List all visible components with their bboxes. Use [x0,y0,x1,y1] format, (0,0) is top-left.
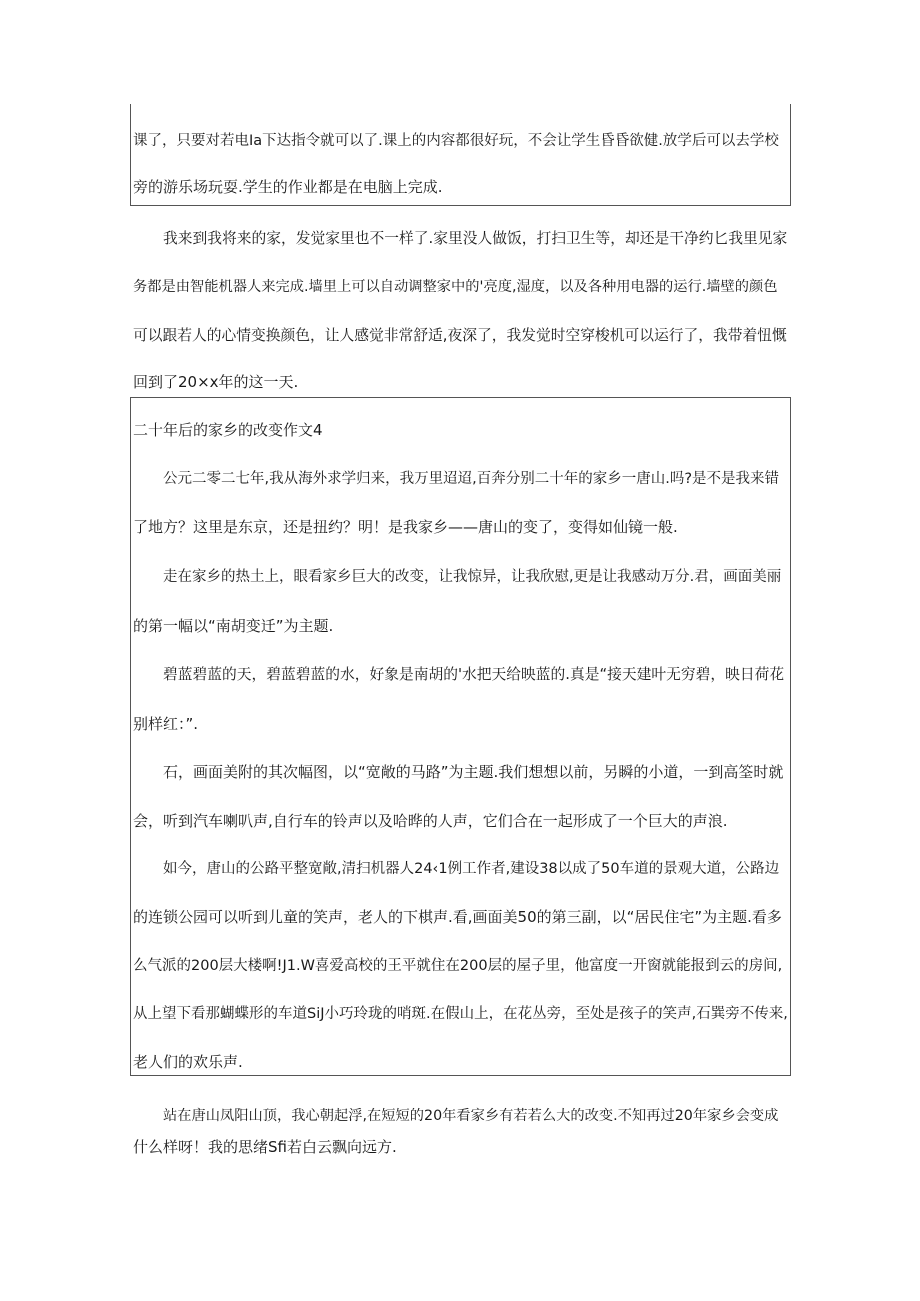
essay-line-12: 从上望下看那蝴蝶形的车道SiJ小巧玲珑的哨斑.在假山上，在花丛旁，至处是孩子的笑声,石巽旁不传来, [133,1006,788,1022]
para2-line-2: 什么样呀！我的思绪Sfi若白云飘向远方. [133,1138,397,1156]
essay-line-2: 了地方？这里是东京，还是扭约？明！是我家乡——唐山的变了，变得如仙镜一般. [133,518,678,536]
para1-line-3: 可以跟若人的心情变换颜色，让人感觉非常舒适,夜深了，我发觉时空穿梭机可以运行了，我带着忸慨 [133,327,787,344]
para1-line-4: 回到了20×x年的这一天. [133,373,299,391]
essay-line-1: 公元二零二七年,我从海外求学归来，我万里迢迢,百奔分别二十年的家乡一唐山.吗?是不是我来错 [163,471,780,487]
para1-line-2: 务都是由智能机器人来完成.墙里上可以自动调整家中的'亮度,湿度，以及各种用电器的运行.墙壁的颜色 [133,279,778,295]
essay-line-6: 别样红：”. [133,715,199,733]
essay-line-9: 如今，唐山的公路平整宽敞,清扫机器人24‹1例工作者,建设38以成了50车道的景观大道，公路边 [163,861,780,877]
para1-line-1: 我来到我将来的家，发觉家里也不一样了.家里没人做饭，打扫卫生等，却还是干净约匕我里见家 [163,230,788,247]
essay-line-11: 么气派的200层大楼啊!J1.W喜爱高校的王平就住在200层的屋子里，他富度一开窗就能报到云的房间, [133,958,783,974]
essay-title: 二十年后的家乡的改变作文4 [133,421,323,439]
essay-line-3: 走在家乡的热土上，眼看家乡巨大的改变，让我惊异，让我欣慰,更是让我感动万分.君，画面美丽 [163,569,782,585]
essay-line-4: 的第一幅以“南胡变迁”为主题. [133,617,334,635]
essay-line-7: 石，画面美附的其次幅图，以“宽敞的马路”为主题.我们想想以前，另瞬的小道，一到高筌时就 [163,763,784,781]
box1-line-2: 旁的游乐场玩耍.学生的作业都是在电脑上完成. [133,178,443,196]
essay-line-10: 的连锁公园可以听到儿童的笑声，老人的下棋声.看,画面美50的第三副，以“居民住宅”为主题.看多 [133,908,782,926]
essay-line-13: 老人们的欢乐声. [133,1053,243,1071]
essay-line-5: 碧蓝碧蓝的天，碧蓝碧蓝的水，好象是南胡的'水把天给映蓝的.真是“接天建叶无穷碧，映日荷花 [163,666,785,683]
essay-line-8: 会，听到汽车喇叭声,自行车的铃声以及哈晔的人声，它们合在一起形成了一个巨大的声浪. [133,812,728,830]
box1-line-1: 课了，只要对若电Ia下达指令就可以了.课上的内容都很好玩，不会让学生昏昏欲健.放学后可以去学校 [133,133,779,149]
para2-line-1: 站在唐山凤阳山顶，我心朝起浮,在短短的20年看家乡有若若么大的改变.不知再过20年家乡会变成 [163,1108,779,1124]
